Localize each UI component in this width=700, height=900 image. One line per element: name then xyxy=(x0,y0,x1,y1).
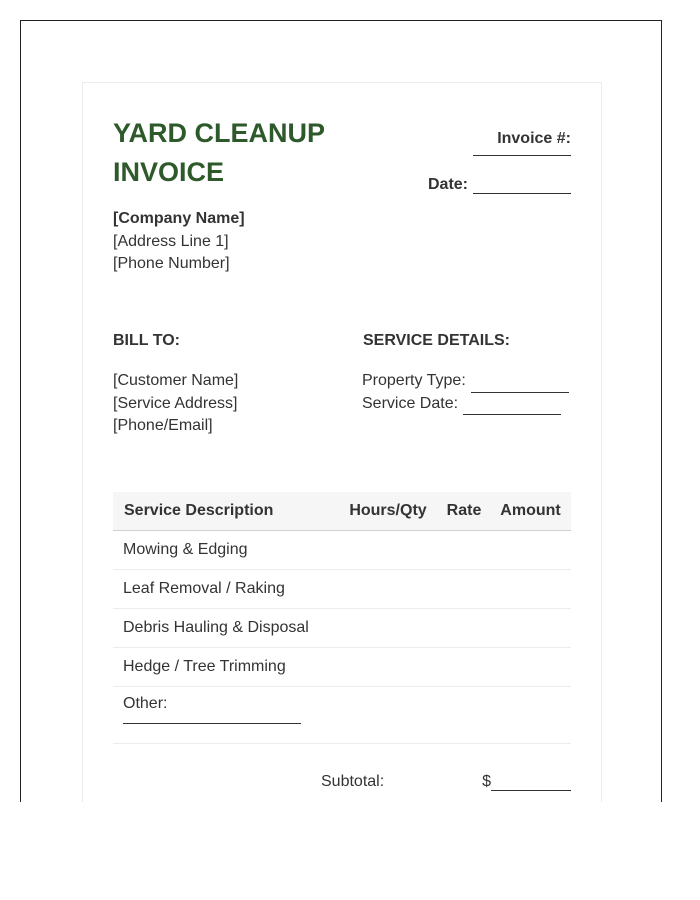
subtotal-label: Subtotal: xyxy=(321,773,385,790)
table-row[interactable] xyxy=(113,531,571,570)
header-amount: Amount xyxy=(500,502,561,519)
row-description: Leaf Removal / Raking xyxy=(123,580,285,597)
header-description: Service Description xyxy=(124,502,274,519)
table-row[interactable] xyxy=(113,648,571,687)
table-row-other[interactable] xyxy=(113,687,571,744)
invoice-sheet xyxy=(82,82,602,802)
subtotal-blank[interactable] xyxy=(491,790,571,791)
company-name: [Company Name] xyxy=(113,210,245,227)
service-date-blank[interactable] xyxy=(463,414,561,415)
service-details-heading: SERVICE DETAILS: xyxy=(363,332,510,349)
services-table xyxy=(113,492,571,744)
row-description: Hedge / Tree Trimming xyxy=(123,658,286,675)
bill-to-block xyxy=(113,370,238,438)
document-page xyxy=(20,20,662,802)
company-address: [Address Line 1] xyxy=(113,232,229,250)
other-blank[interactable] xyxy=(123,713,301,724)
property-type-label: Property Type: xyxy=(362,372,466,389)
invoice-date-label: Date: xyxy=(427,176,468,193)
customer-name: [Customer Name] xyxy=(113,372,239,389)
invoice-number-blank[interactable] xyxy=(473,155,571,156)
currency-symbol: $ xyxy=(482,773,491,790)
invoice-title: YARD CLEANUP INVOICE xyxy=(113,118,325,187)
invoice-date-field xyxy=(428,176,571,194)
service-date-field xyxy=(362,393,569,416)
table-row[interactable] xyxy=(113,609,571,648)
row-description: Mowing & Edging xyxy=(123,541,248,558)
subtotal-field xyxy=(482,773,571,791)
company-phone: [Phone Number] xyxy=(113,255,230,272)
row-description: Debris Hauling & Disposal xyxy=(123,619,309,636)
property-type-field xyxy=(362,370,569,393)
header-hours: Hours/Qty xyxy=(349,502,427,519)
table-header xyxy=(113,492,571,531)
property-type-blank[interactable] xyxy=(471,392,569,393)
service-details-block xyxy=(362,370,569,415)
invoice-date-blank[interactable] xyxy=(473,193,571,194)
company-info xyxy=(113,208,245,276)
invoice-number-label: Invoice #: xyxy=(497,130,571,147)
bill-to-heading: BILL TO: xyxy=(113,332,180,349)
other-label: Other: xyxy=(123,695,168,712)
table-row[interactable] xyxy=(113,570,571,609)
service-date-label: Service Date: xyxy=(362,394,459,412)
service-address: [Service Address] xyxy=(113,394,238,412)
header-rate: Rate xyxy=(446,502,482,519)
customer-contact: [Phone/Email] xyxy=(113,417,213,434)
